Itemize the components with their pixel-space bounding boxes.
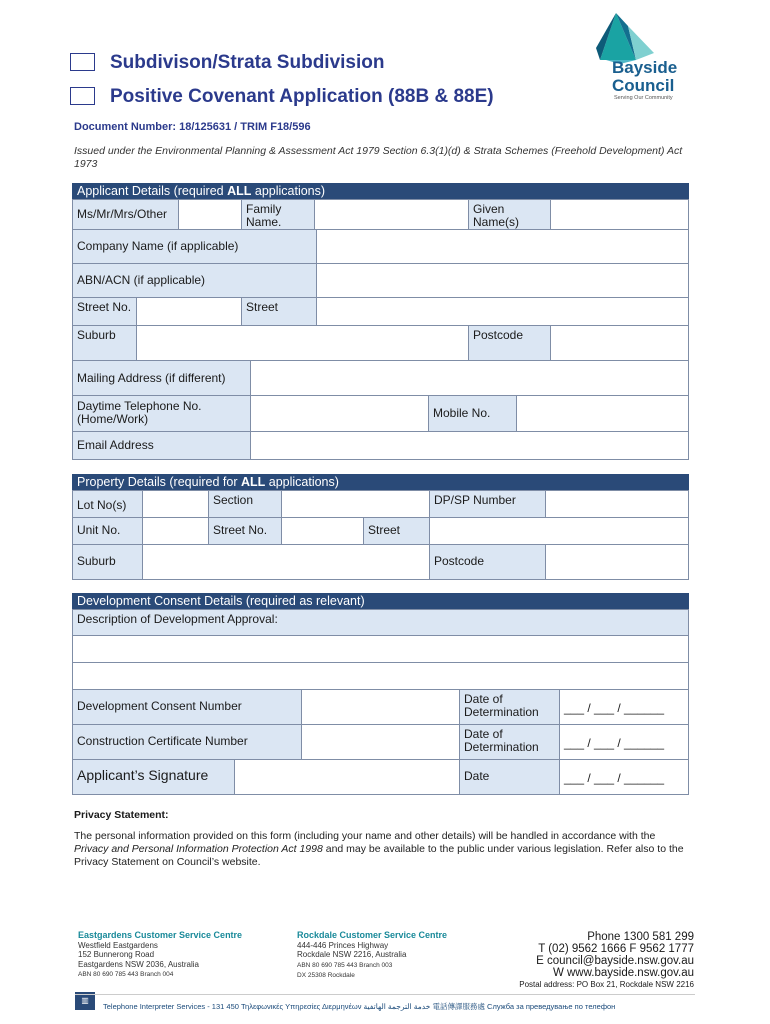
given-name-input[interactable]	[551, 200, 688, 229]
date-label: Date	[460, 760, 560, 794]
postal-address: Postal address: PO Box 21, Rockdale NSW 2216	[519, 980, 694, 989]
signature-input[interactable]	[235, 760, 460, 794]
dpsp-label: DP/SP Number	[430, 491, 546, 517]
eastgardens-title: Eastgardens Customer Service Centre	[78, 930, 243, 940]
subdivision-checkbox[interactable]	[70, 53, 95, 71]
mobile-input[interactable]	[517, 396, 688, 431]
company-name-label: Company Name (if applicable)	[73, 230, 317, 263]
mailing-address-input[interactable]	[251, 361, 688, 395]
logo-text-bayside: Bayside	[612, 58, 678, 77]
company-name-input[interactable]	[317, 230, 688, 263]
description-input-line1[interactable]	[73, 636, 688, 662]
title-positive-covenant: Positive Covenant Application (88B & 88E)	[110, 86, 494, 107]
cc-date-input[interactable]: ___ / ___ / ______	[560, 725, 688, 759]
lot-label: Lot No(s)	[73, 491, 143, 517]
given-name-label: Given Name(s)	[469, 200, 551, 229]
cc-number-label: Construction Certificate Number	[73, 725, 302, 759]
street-no-input[interactable]	[137, 298, 242, 325]
property-postcode-label: Postcode	[430, 545, 546, 579]
property-postcode-input[interactable]	[546, 545, 688, 579]
date-of-determination-label: Date of Determination	[460, 690, 560, 724]
daytime-telephone-input[interactable]	[251, 396, 429, 431]
logo-tagline: Serving Our Community	[614, 95, 673, 101]
dpsp-input[interactable]	[546, 491, 688, 517]
mailing-address-label: Mailing Address (if different)	[73, 361, 251, 395]
applicant-details-section	[72, 183, 689, 460]
suburb-label: Suburb	[73, 326, 137, 360]
email-input[interactable]	[251, 432, 688, 459]
property-details-section	[72, 474, 689, 580]
abn-input[interactable]	[317, 264, 688, 297]
street-no-label: Street No.	[73, 298, 137, 325]
family-name-input[interactable]	[315, 200, 469, 229]
title-input[interactable]	[179, 200, 242, 229]
street-label: Street	[242, 298, 317, 325]
rockdale-title: Rockdale Customer Service Centre	[297, 930, 448, 940]
tel-fax: T (02) 9562 1666 F 9562 1777	[538, 943, 694, 955]
interpreter-services: Telephone Interpreter Services - 131 450 Τηλεφωνικές Υπηρεσίες Διερμηνέων خدمة الترجمة الهاتفية 電話傳譯服務處 Служба за преведување по телефон	[75, 994, 695, 1012]
consent-date-input[interactable]: ___ / ___ / ______	[560, 690, 688, 724]
email-label: Email Address	[73, 432, 251, 459]
lot-input[interactable]	[143, 491, 209, 517]
mobile-label: Mobile No.	[429, 396, 517, 431]
logo-text-council: Council	[612, 76, 675, 95]
title-label: Ms/Mr/Mrs/Other	[73, 200, 179, 229]
property-street-no-input[interactable]	[282, 518, 364, 544]
applicant-details-heading: Applicant Details (required ALL applications)	[72, 183, 689, 199]
cc-date-of-determination-label: Date of Determination	[460, 725, 560, 759]
unit-label: Unit No.	[73, 518, 143, 544]
privacy-statement: The personal information provided on this form (including your name and other details) will be handled in accordance with the Privacy and Personal Information Protection Act 1998 and may be available to the public under various legislation. Refer also to the Privacy Statement on Council’s website.	[74, 830, 684, 868]
property-details-heading: Property Details (required for ALL applications)	[72, 474, 689, 490]
eastgardens-centre: Eastgardens Customer Service Centre Westfield Eastgardens 152 Bunnerong Road Eastgardens NSW 2036, Australia ABN 80 690 785 443 Branch 004	[78, 930, 243, 978]
cc-number-input[interactable]	[302, 725, 460, 759]
property-street-label: Street	[364, 518, 430, 544]
postcode-input[interactable]	[551, 326, 688, 360]
postcode-label: Postcode	[469, 326, 551, 360]
interpreter-icon: ▥	[75, 992, 95, 1010]
description-input-line2[interactable]	[73, 663, 688, 689]
property-suburb-input[interactable]	[143, 545, 430, 579]
description-label: Description of Development Approval:	[73, 610, 688, 635]
contact-block	[512, 931, 694, 991]
daytime-telephone-label: Daytime Telephone No. (Home/Work)	[73, 396, 251, 431]
abn-label: ABN/ACN (if applicable)	[73, 264, 317, 297]
website-link[interactable]: W www.bayside.nsw.gov.au	[552, 967, 694, 979]
section-label: Section	[209, 491, 282, 517]
phone-number: Phone 1300 581 299	[587, 931, 694, 943]
consent-number-label: Development Consent Number	[73, 690, 302, 724]
section-input[interactable]	[282, 491, 430, 517]
street-input[interactable]	[317, 298, 688, 325]
signature-label: Applicant’s Signature	[73, 760, 235, 794]
consent-number-input[interactable]	[302, 690, 460, 724]
positive-covenant-checkbox[interactable]	[70, 87, 95, 105]
unit-input[interactable]	[143, 518, 209, 544]
document-number: Document Number: 18/125631 / TRIM F18/596	[74, 121, 311, 133]
issued-under-text: Issued under the Environmental Planning & Assessment Act 1979 Section 6.3(1)(d) & Strata Schemes (Freehold Development) Act 1973	[74, 145, 683, 170]
rockdale-centre: Rockdale Customer Service Centre 444-446 Princes Highway Rockdale NSW 2216, Australia ABN 80 690 785 443 Branch 003 DX 25308 Rockdale	[297, 930, 448, 979]
privacy-heading: Privacy Statement:	[74, 809, 169, 821]
family-name-label: Family Name.	[242, 200, 315, 229]
development-consent-section	[72, 593, 689, 795]
property-street-input[interactable]	[430, 518, 688, 544]
title-subdivision: Subdivison/Strata Subdivision	[110, 52, 385, 73]
development-consent-heading: Development Consent Details (required as relevant)	[72, 593, 689, 609]
suburb-input[interactable]	[137, 326, 469, 360]
property-suburb-label: Suburb	[73, 545, 143, 579]
signature-date-input[interactable]: ___ / ___ / ______	[560, 760, 688, 794]
property-street-no-label: Street No.	[209, 518, 282, 544]
email-link[interactable]: E council@bayside.nsw.gov.au	[536, 955, 694, 967]
